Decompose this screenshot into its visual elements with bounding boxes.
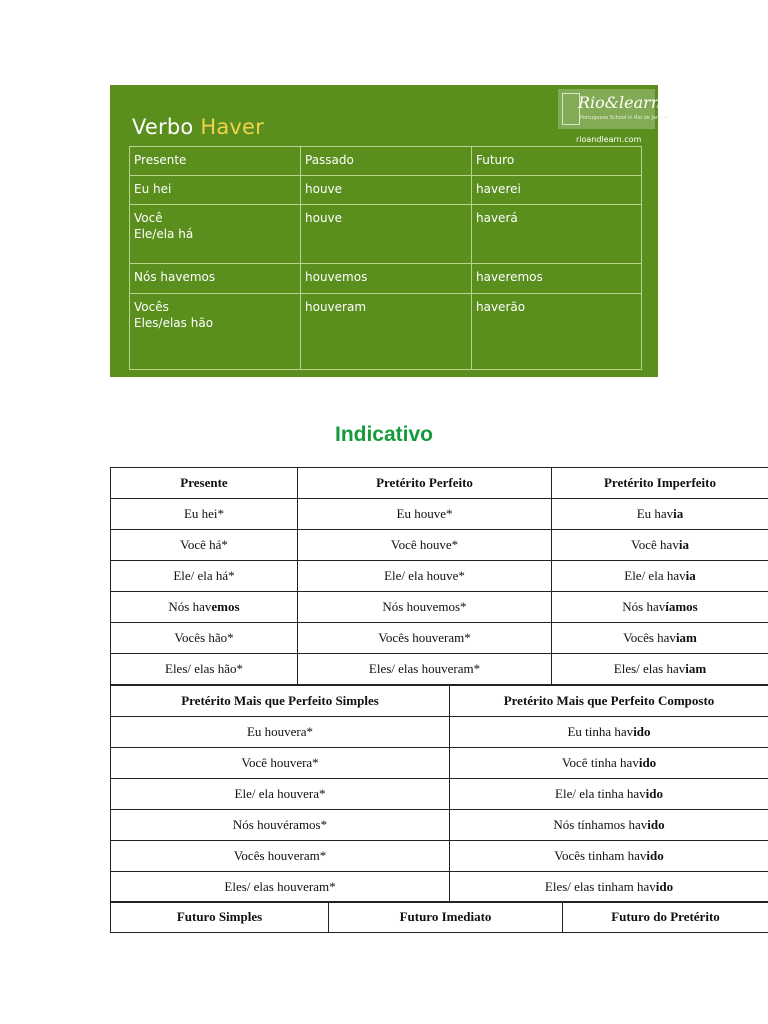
card-title-prefix: Verbo (132, 115, 194, 139)
table-row (111, 499, 768, 530)
cell-simples: Você houvera* (111, 748, 450, 779)
card-cell-futuro: haverá (472, 205, 642, 264)
table-header-row (111, 468, 768, 499)
cell-composto (450, 748, 768, 779)
table-row (111, 592, 768, 623)
cell-composto (450, 841, 768, 872)
card-conjugation-table (129, 146, 642, 370)
site-url: rioandlearn.com (576, 135, 642, 144)
card-cell-futuro: haveremos (472, 264, 642, 294)
verb-stem: Ele/ ela hav (624, 568, 686, 583)
header-mais-que-perfeito-composto: Pretérito Mais que Perfeito Composto (450, 686, 768, 717)
verb-stem: Eu tinha hav (567, 724, 634, 739)
indicativo-table-1 (110, 467, 768, 685)
section-heading: Indicativo (334, 423, 434, 446)
verb-ending: ido (645, 786, 663, 801)
cell-presente (111, 592, 298, 623)
table-row (111, 872, 768, 903)
card-presente-line: Eles/elas hão (134, 316, 214, 330)
cell-imperfeito (552, 530, 768, 561)
table-row (111, 717, 768, 748)
verb-stem: Nós tínhamos hav (553, 817, 648, 832)
verb-ending: iam (675, 630, 697, 645)
brand-logo (558, 89, 669, 129)
cell-presente: Eu hei* (111, 499, 298, 530)
card-cell-presente (130, 176, 301, 205)
cell-simples: Vocês houveram* (111, 841, 450, 872)
card-cell-passado: houve (301, 176, 472, 205)
header-preterito-perfeito: Pretérito Perfeito (298, 468, 552, 499)
card-table-row (130, 294, 642, 370)
indicativo-table-2 (110, 685, 768, 903)
table-row (111, 779, 768, 810)
cell-imperfeito (552, 561, 768, 592)
card-cell-presente (130, 264, 301, 294)
verb-ending: ia (678, 537, 689, 552)
table-row (111, 810, 768, 841)
verb-stem: Nós hav (168, 599, 212, 614)
cell-imperfeito (552, 623, 768, 654)
table-row (111, 561, 768, 592)
card-presente-line: Eu hei (134, 182, 172, 196)
header-mais-que-perfeito-simples: Pretérito Mais que Perfeito Simples (111, 686, 450, 717)
card-cell-futuro: haverão (472, 294, 642, 370)
card-header-passado: Passado (301, 147, 472, 176)
card-cell-presente (130, 205, 301, 264)
verb-ending: ia (673, 506, 684, 521)
card-presente-line: Vocês (134, 300, 169, 314)
card-header-futuro: Futuro (472, 147, 642, 176)
verb-stem: Eles/ elas tinham hav (544, 879, 656, 894)
card-presente-line: Ele/ela há (134, 227, 194, 241)
verb-card (110, 85, 669, 377)
verb-ending: ido (633, 724, 651, 739)
verb-stem: Ele/ ela tinha hav (555, 786, 646, 801)
cell-perfeito: Eles/ elas houveram* (298, 654, 552, 685)
cell-perfeito: Ele/ ela houve* (298, 561, 552, 592)
card-cell-passado: houveram (301, 294, 472, 370)
cell-simples: Eles/ elas houveram* (111, 872, 450, 903)
card-cell-passado: houve (301, 205, 472, 264)
verb-ending: ido (646, 848, 664, 863)
cell-presente: Eles/ elas hão* (111, 654, 298, 685)
verb-ending: íamos (665, 599, 698, 614)
card-presente-line: Nós havemos (134, 270, 216, 284)
card-table-row (130, 264, 642, 294)
verb-ending: iam (685, 661, 707, 676)
cell-perfeito: Você houve* (298, 530, 552, 561)
card-table-header-row (130, 147, 642, 176)
cell-simples: Ele/ ela houvera* (111, 779, 450, 810)
verb-stem: Você tinha hav (561, 755, 639, 770)
cell-imperfeito (552, 654, 768, 685)
verb-ending: ido (655, 879, 674, 894)
card-title (132, 115, 264, 139)
verb-ending: ido (647, 817, 665, 832)
verb-stem: Você hav (631, 537, 679, 552)
header-futuro-simples: Futuro Simples (111, 902, 329, 933)
verb-stem: Vocês hav (623, 630, 676, 645)
cell-composto (450, 717, 768, 748)
cell-composto (450, 810, 768, 841)
table-row (111, 530, 768, 561)
header-preterito-imperfeito: Pretérito Imperfeito (552, 468, 768, 499)
table-row (111, 748, 768, 779)
cell-composto (450, 779, 768, 810)
verb-stem: Eles/ elas hav (613, 661, 686, 676)
header-futuro-do-preterito: Futuro do Pretérito (563, 902, 768, 933)
cell-perfeito: Eu houve* (298, 499, 552, 530)
card-header-presente: Presente (130, 147, 301, 176)
verb-stem: Vocês tinham hav (554, 848, 647, 863)
card-table-row (130, 205, 642, 264)
cell-presente: Vocês hão* (111, 623, 298, 654)
table-row (111, 623, 768, 654)
cell-perfeito: Vocês houveram* (298, 623, 552, 654)
card-table-row (130, 176, 642, 205)
cell-simples: Nós houvéramos* (111, 810, 450, 841)
table-row (111, 841, 768, 872)
verb-stem: Eu hav (636, 506, 674, 521)
cell-presente: Ele/ ela há* (111, 561, 298, 592)
table-header-row (111, 902, 768, 933)
header-presente: Presente (111, 468, 298, 499)
verb-ending: emos (211, 599, 240, 614)
header-futuro-imediato: Futuro Imediato (329, 902, 563, 933)
card-presente-line: Você (134, 211, 163, 225)
verb-ending: ia (685, 568, 696, 583)
cell-imperfeito (552, 592, 768, 623)
card-title-verb: Haver (200, 115, 265, 139)
cell-perfeito: Nós houvemos* (298, 592, 552, 623)
table-header-row (111, 686, 768, 717)
card-cell-futuro: haverei (472, 176, 642, 205)
cell-presente: Você há* (111, 530, 298, 561)
card-cell-passado: houvemos (301, 264, 472, 294)
cell-imperfeito (552, 499, 768, 530)
cell-simples: Eu houvera* (111, 717, 450, 748)
cell-composto (450, 872, 768, 903)
verb-stem: Nós hav (622, 599, 666, 614)
logo-text: Rio&learn (578, 93, 662, 112)
table-row (111, 654, 768, 685)
indicativo-table-3 (110, 901, 768, 933)
verb-ending: ido (638, 755, 657, 770)
logo-tagline: Portuguese School in Rio de Janeiro (580, 115, 669, 121)
card-cell-presente (130, 294, 301, 370)
